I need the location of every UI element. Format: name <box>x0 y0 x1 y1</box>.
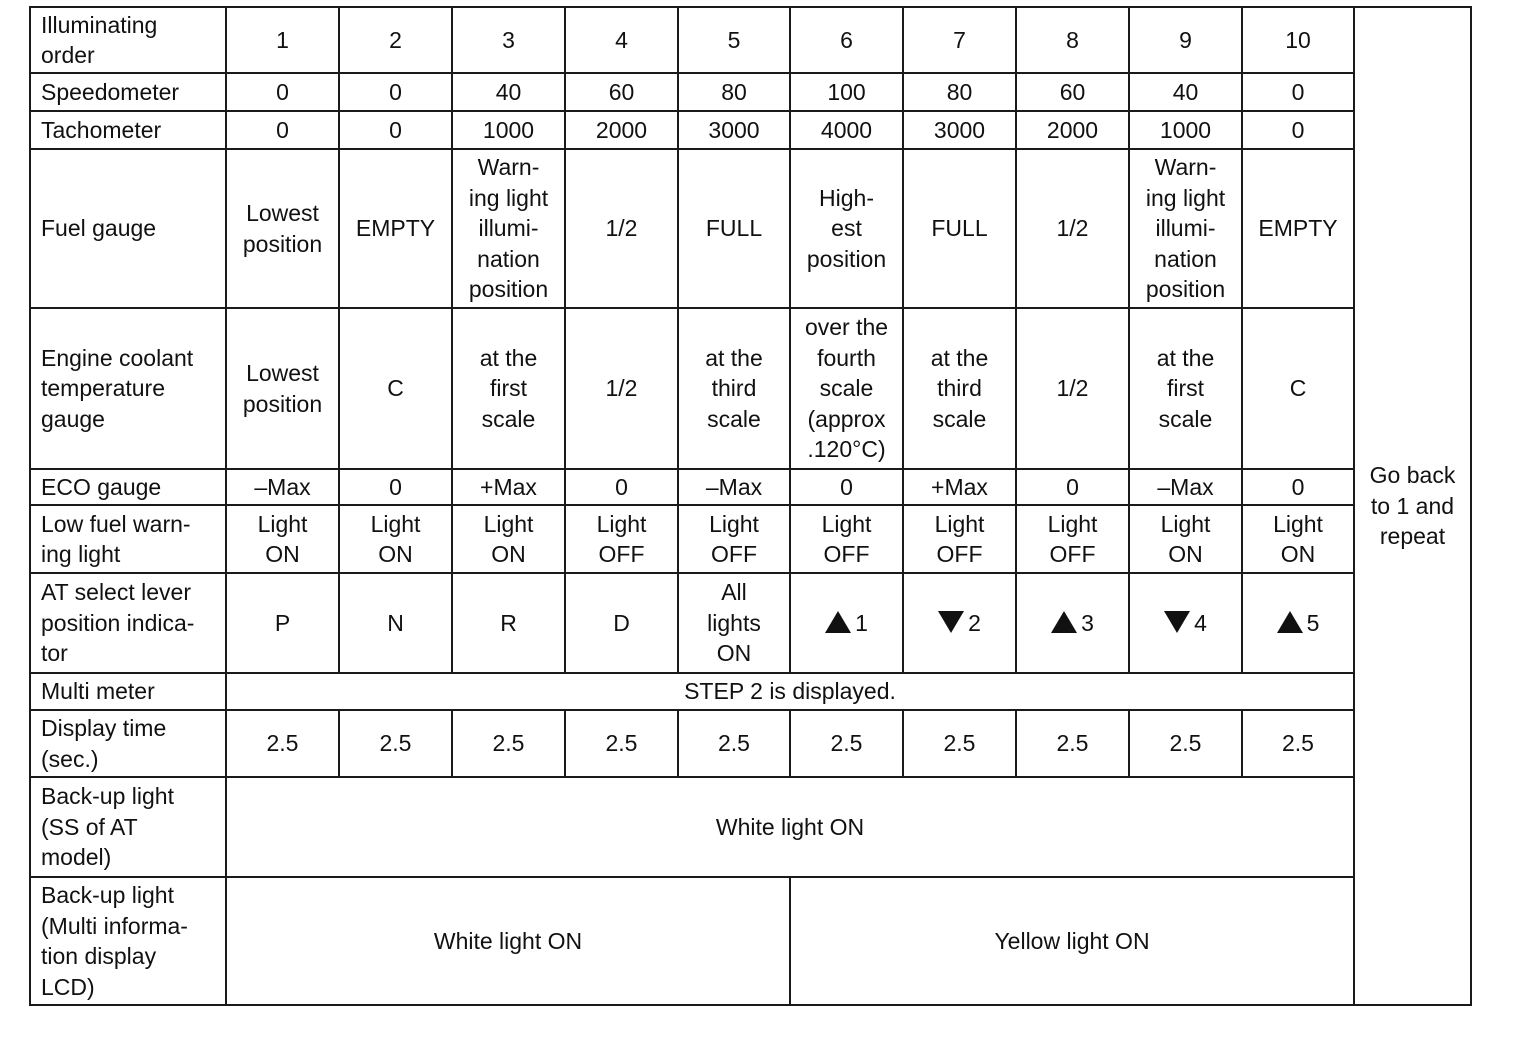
cell-text: 80 <box>946 78 973 105</box>
row-label <box>30 573 226 673</box>
row-label-text: Engine coolant temperature gauge <box>41 344 194 432</box>
table-cell <box>1242 149 1354 308</box>
down-triangle-icon <box>1164 611 1190 633</box>
table-cell <box>903 149 1016 308</box>
cell-text: 0 <box>389 116 402 143</box>
cell-text: 2.5 <box>605 730 638 757</box>
cell-text: D <box>613 609 630 636</box>
table-cell <box>903 573 1016 673</box>
row-label-text: Tachometer <box>41 116 162 143</box>
cell-text: 60 <box>608 78 635 105</box>
cell-text: at the third scale <box>705 344 763 432</box>
table-row <box>30 73 1471 111</box>
table-cell <box>1242 710 1354 777</box>
cell-text: 0 <box>389 473 402 500</box>
table-cell <box>339 149 452 308</box>
cell-text: at the first scale <box>479 344 538 432</box>
cell-text: High- est position <box>806 184 887 272</box>
row-label <box>30 877 226 1005</box>
table-cell <box>790 469 903 505</box>
table-cell <box>565 710 678 777</box>
row-label-text: Back-up light (SS of AT model) <box>41 783 174 871</box>
table-cell <box>1129 573 1242 673</box>
cell-text: Light ON <box>1160 510 1211 567</box>
table-cell <box>1016 7 1129 73</box>
cell-text: C <box>1289 375 1307 402</box>
table-cell <box>1242 573 1354 673</box>
table-cell <box>226 7 339 73</box>
table-cell <box>565 7 678 73</box>
cell-text: Lowest position <box>242 200 323 257</box>
cell-text: Light ON <box>483 510 534 567</box>
table-cell <box>1129 7 1242 73</box>
cell-text: 1/2 <box>1056 215 1089 242</box>
table-cell <box>339 73 452 111</box>
table-cell <box>339 308 452 469</box>
cell-text: 2.5 <box>830 730 863 757</box>
cell-text: Light ON <box>1273 510 1323 567</box>
table-cell <box>1129 308 1242 469</box>
table-cell <box>1016 149 1129 308</box>
cell-text: at the third scale <box>930 344 989 432</box>
cell-text: 40 <box>495 78 522 105</box>
merged-cell-text: Yellow light ON <box>994 927 1150 954</box>
table-row <box>30 308 1471 469</box>
cell-text: 0 <box>1291 78 1305 105</box>
table-cell <box>565 308 678 469</box>
down-triangle-icon <box>938 611 964 633</box>
row-label-text: Fuel gauge <box>41 215 157 242</box>
cell-text: 8 <box>1066 26 1079 53</box>
cell-text: –Max <box>1157 473 1214 500</box>
cell-text: 4 <box>615 26 628 53</box>
cell-text: 1/2 <box>605 375 638 402</box>
cell-text: N <box>387 609 404 636</box>
cell-text: 3000 <box>933 116 986 143</box>
cell-text: 1/2 <box>605 215 638 242</box>
cell-text: 0 <box>1291 473 1305 500</box>
table-cell <box>678 149 790 308</box>
cell-text: 2.5 <box>492 730 525 757</box>
table-cell <box>339 111 452 149</box>
table-cell <box>226 505 339 573</box>
cell-text: 1000 <box>1159 116 1212 143</box>
cell-text: 2 <box>968 609 981 636</box>
table-cell <box>678 111 790 149</box>
repeat-note-cell <box>1354 7 1471 1005</box>
table-cell <box>565 469 678 505</box>
table-cell <box>339 469 452 505</box>
table-cell <box>452 73 565 111</box>
cell-text: 2000 <box>1046 116 1099 143</box>
table-row <box>30 7 1471 73</box>
merged-cell <box>226 673 1354 710</box>
table-cell <box>339 7 452 73</box>
table-cell <box>1129 469 1242 505</box>
row-label-text: AT select lever position indica- tor <box>41 579 195 667</box>
table-cell <box>565 73 678 111</box>
cell-text: Light OFF <box>1047 510 1098 567</box>
table-row <box>30 111 1471 149</box>
table-row <box>30 505 1471 573</box>
cell-text: 2.5 <box>1169 730 1202 757</box>
cell-text: 4 <box>1194 609 1207 636</box>
merged-cell-text: White light ON <box>715 813 865 840</box>
table-cell <box>565 505 678 573</box>
up-triangle-icon <box>825 611 851 633</box>
table-cell <box>1242 469 1354 505</box>
table-cell <box>565 111 678 149</box>
table-cell <box>1016 469 1129 505</box>
row-label-text: Multi meter <box>41 678 155 705</box>
cell-text: 0 <box>1291 116 1305 143</box>
table-cell <box>452 7 565 73</box>
table-row <box>30 877 1471 1005</box>
table-body <box>30 7 1471 1005</box>
table-cell <box>226 710 339 777</box>
table-cell <box>1242 7 1354 73</box>
row-label-text: Illuminating order <box>41 11 158 68</box>
table-cell <box>678 308 790 469</box>
cell-text: Lowest position <box>242 360 323 417</box>
cell-text: Light OFF <box>934 510 985 567</box>
cell-text: 6 <box>840 26 853 53</box>
cell-text: +Max <box>931 473 988 500</box>
table-cell <box>565 573 678 673</box>
table-cell <box>452 308 565 469</box>
table-cell <box>1129 111 1242 149</box>
cell-text: 4000 <box>820 116 873 143</box>
row-label-text: Speedometer <box>41 78 180 105</box>
table-cell <box>1242 73 1354 111</box>
cell-text: 1/2 <box>1056 375 1089 402</box>
cell-text: –Max <box>254 473 311 500</box>
table-cell <box>790 111 903 149</box>
merged-cell <box>226 777 1354 877</box>
cell-text: 2000 <box>595 116 648 143</box>
cell-text: –Max <box>705 473 763 500</box>
table-cell <box>452 111 565 149</box>
cell-text: All lights ON <box>707 579 761 667</box>
cell-text: 5 <box>727 26 741 53</box>
row-label <box>30 111 226 149</box>
table-cell <box>1242 505 1354 573</box>
cell-text: 0 <box>840 473 853 500</box>
table-cell <box>903 505 1016 573</box>
table-cell <box>678 573 790 673</box>
cell-text: 1 <box>855 609 868 636</box>
cell-text: 0 <box>389 78 402 105</box>
table-cell <box>1129 505 1242 573</box>
cell-text: 2.5 <box>718 730 750 757</box>
row-label-text: Low fuel warn- ing light <box>41 510 191 567</box>
table-cell <box>1129 710 1242 777</box>
cell-text: 2.5 <box>1282 730 1314 757</box>
cell-text: FULL <box>931 215 988 242</box>
cell-text: 0 <box>276 78 289 105</box>
table-cell <box>903 308 1016 469</box>
cell-text: 2.5 <box>379 730 412 757</box>
cell-text: +Max <box>480 473 537 500</box>
up-triangle-icon <box>1051 611 1077 633</box>
cell-text: Light ON <box>257 510 308 567</box>
meter-illumination-table <box>29 6 1472 1006</box>
up-triangle-icon <box>1277 611 1303 633</box>
table-cell <box>226 469 339 505</box>
cell-text: Light OFF <box>596 510 647 567</box>
cell-text: 2 <box>389 26 402 53</box>
row-label <box>30 710 226 777</box>
merged-cell-left <box>226 877 790 1005</box>
cell-text: 0 <box>615 473 628 500</box>
merged-cell-text: White light ON <box>433 927 583 954</box>
cell-text: Warn- ing light illumi- nation position <box>468 154 549 303</box>
cell-text: over the fourth scale (approx .120°C) <box>804 314 889 463</box>
table-cell <box>452 149 565 308</box>
table-row <box>30 469 1471 505</box>
table-cell <box>226 308 339 469</box>
table-cell <box>678 73 790 111</box>
cell-text: 3 <box>1081 609 1094 636</box>
table-row <box>30 710 1471 777</box>
table-cell <box>339 573 452 673</box>
cell-text: EMPTY <box>1258 215 1338 242</box>
repeat-note-text: Go back to 1 and repeat <box>1369 462 1456 550</box>
table-cell <box>903 111 1016 149</box>
table-cell <box>903 73 1016 111</box>
table-cell <box>1016 573 1129 673</box>
table-cell <box>1016 505 1129 573</box>
table-cell <box>790 7 903 73</box>
table-cell <box>790 308 903 469</box>
table-cell <box>1016 308 1129 469</box>
table-cell <box>790 505 903 573</box>
row-label <box>30 469 226 505</box>
row-label <box>30 149 226 308</box>
row-label <box>30 73 226 111</box>
cell-text: Light OFF <box>709 510 759 567</box>
cell-text: FULL <box>705 215 763 242</box>
table-row <box>30 149 1471 308</box>
row-label <box>30 673 226 710</box>
cell-text: Light ON <box>370 510 421 567</box>
cell-text: 100 <box>827 78 866 105</box>
cell-text: 5 <box>1306 609 1320 636</box>
cell-text: EMPTY <box>355 215 436 242</box>
table-cell <box>565 149 678 308</box>
table-cell <box>226 111 339 149</box>
table-cell <box>1129 149 1242 308</box>
table-cell <box>452 505 565 573</box>
row-label <box>30 7 226 73</box>
table-cell <box>678 469 790 505</box>
row-label-text: Display time (sec.) <box>41 715 167 772</box>
table-cell <box>790 149 903 308</box>
cell-text: 80 <box>721 78 747 105</box>
table-cell <box>678 710 790 777</box>
table-cell <box>1129 73 1242 111</box>
table-cell <box>678 7 790 73</box>
cell-text: R <box>500 609 517 636</box>
table-row <box>30 573 1471 673</box>
table-cell <box>678 505 790 573</box>
row-label <box>30 308 226 469</box>
cell-text: 0 <box>276 116 289 143</box>
table-cell <box>452 469 565 505</box>
table-row <box>30 777 1471 877</box>
cell-text: 60 <box>1059 78 1086 105</box>
table-cell <box>452 573 565 673</box>
cell-text: P <box>274 609 291 636</box>
table-cell <box>903 710 1016 777</box>
table-cell <box>903 7 1016 73</box>
cell-text: 2.5 <box>943 730 976 757</box>
table-cell <box>1016 73 1129 111</box>
table-cell <box>790 573 903 673</box>
table-cell <box>226 573 339 673</box>
cell-text: 7 <box>953 26 966 53</box>
table-row <box>30 673 1471 710</box>
cell-text: 2.5 <box>1056 730 1089 757</box>
row-label <box>30 505 226 573</box>
table-cell <box>1242 308 1354 469</box>
row-label-text: Back-up light (Multi informa- tion display LCD) <box>41 882 188 1000</box>
table-cell <box>1016 710 1129 777</box>
cell-text: 2.5 <box>266 730 299 757</box>
cell-text: 1 <box>276 26 289 53</box>
cell-text: Warn- ing light illumi- nation position <box>1145 154 1226 303</box>
cell-text: 3 <box>502 26 515 53</box>
cell-text: 10 <box>1285 26 1311 53</box>
table-cell <box>339 710 452 777</box>
cell-text: 3000 <box>708 116 760 143</box>
cell-text: Light OFF <box>821 510 872 567</box>
table-cell <box>339 505 452 573</box>
cell-text: 9 <box>1179 26 1192 53</box>
row-label-text: ECO gauge <box>41 473 162 500</box>
row-label <box>30 777 226 877</box>
table-cell <box>226 149 339 308</box>
cell-text: C <box>387 375 404 402</box>
merged-cell-text: STEP 2 is displayed. <box>684 678 896 705</box>
table-cell <box>790 73 903 111</box>
table-cell <box>1016 111 1129 149</box>
table-cell <box>1242 111 1354 149</box>
cell-text: 1000 <box>482 116 535 143</box>
merged-cell-right <box>790 877 1354 1005</box>
cell-text: 0 <box>1066 473 1079 500</box>
table-cell <box>452 710 565 777</box>
cell-text: at the first scale <box>1156 344 1215 432</box>
table-cell <box>226 73 339 111</box>
table-cell <box>790 710 903 777</box>
cell-text: 40 <box>1172 78 1199 105</box>
table-cell <box>903 469 1016 505</box>
